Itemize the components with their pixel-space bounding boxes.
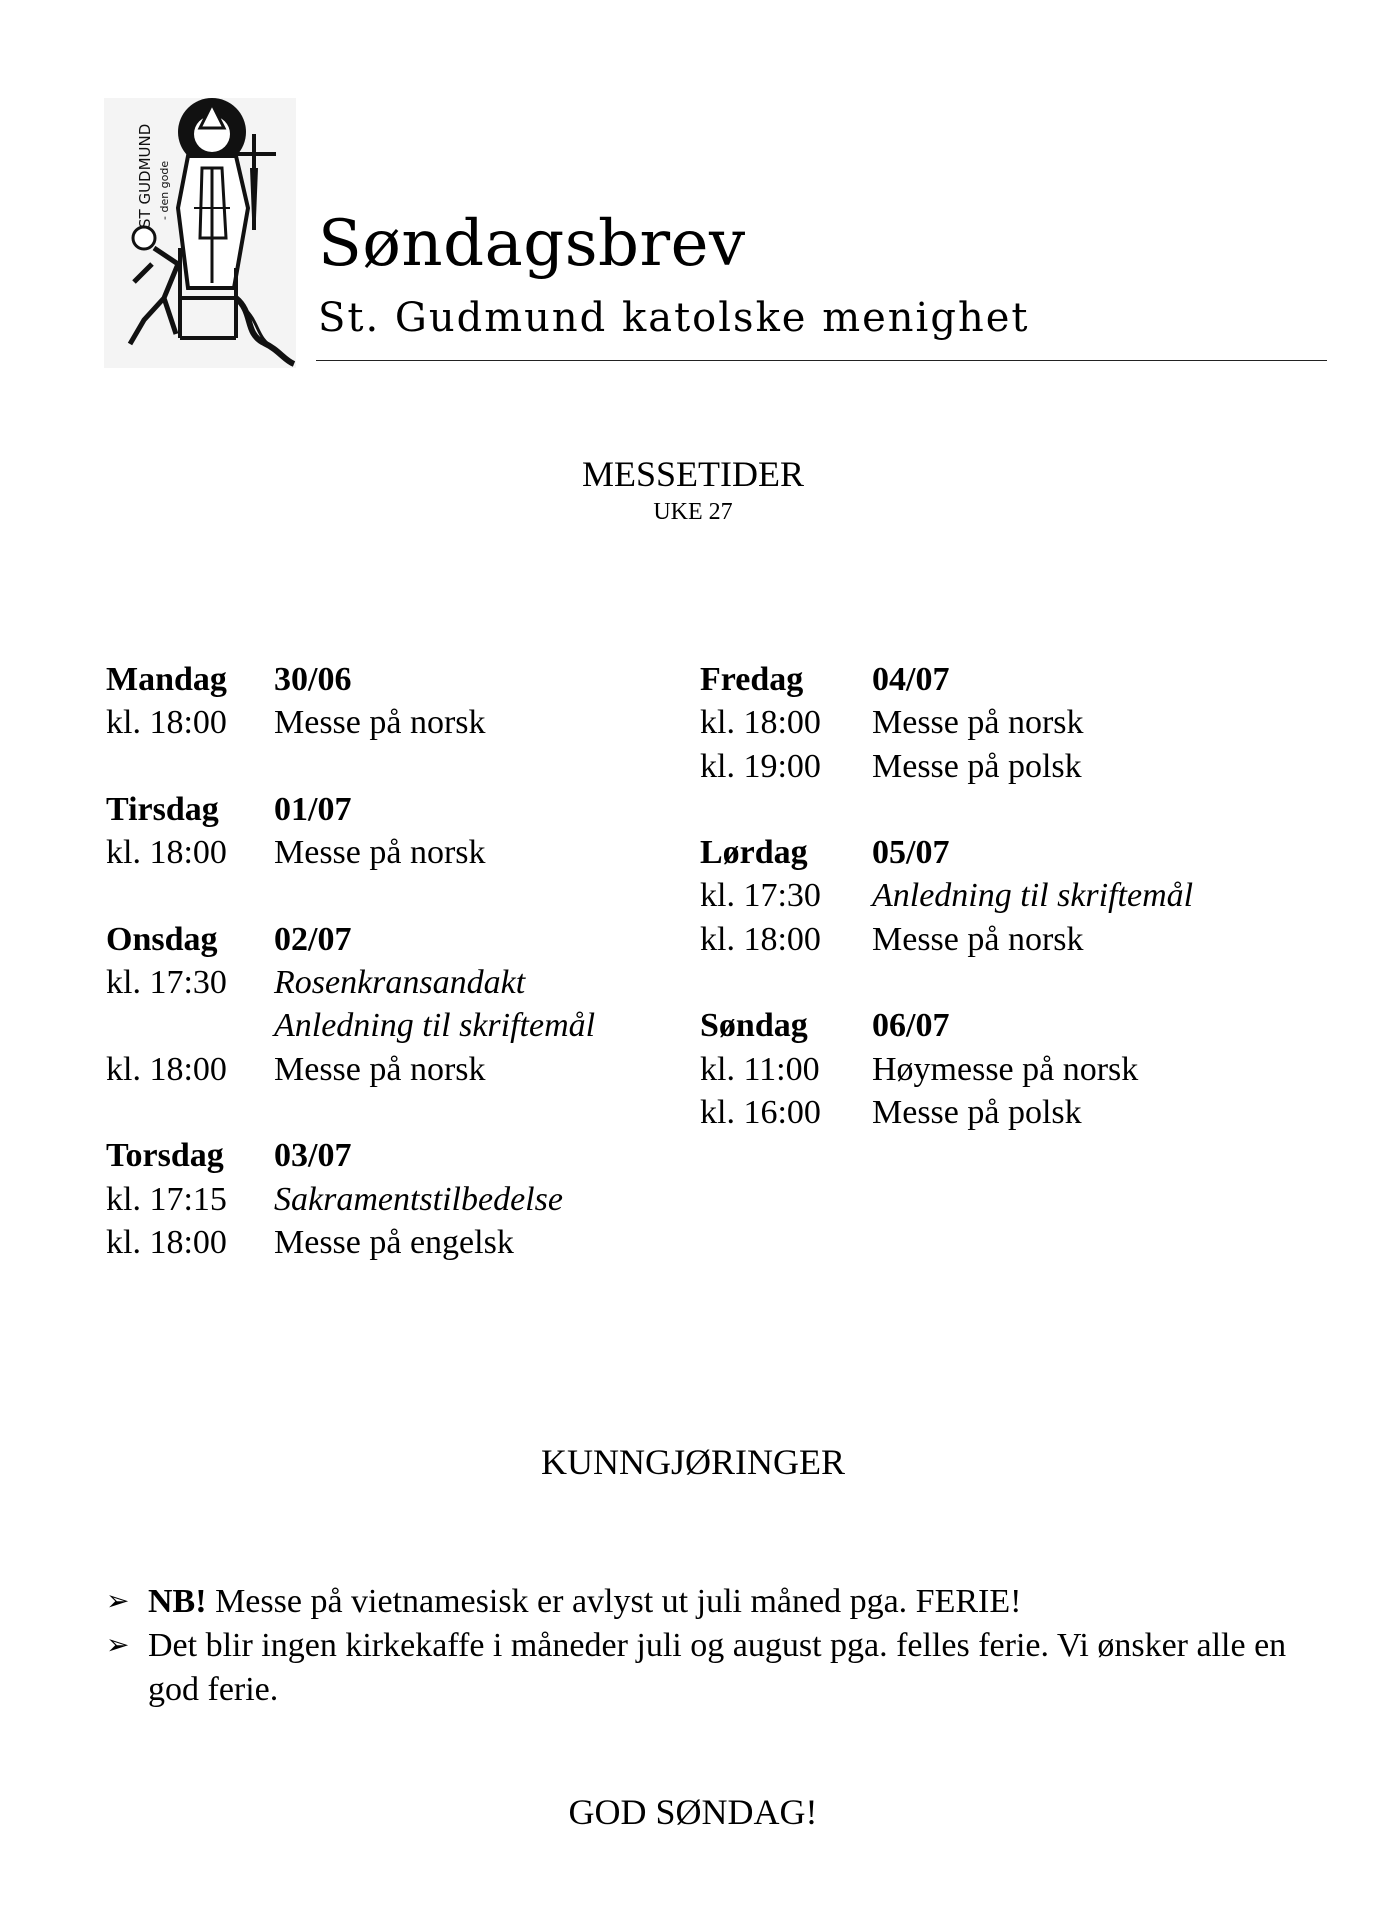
mass-time: [106, 1004, 274, 1047]
schedule-row: [106, 701, 595, 744]
mass-time: kl. 18:00: [700, 704, 821, 742]
logo-text-name: ST GUDMUND: [136, 123, 154, 228]
day-block: [106, 658, 595, 745]
schedule-row: [700, 874, 1193, 917]
mass-description: Messe på norsk: [274, 834, 486, 872]
schedule-row: [106, 1004, 595, 1047]
schedule-row: [700, 1048, 1193, 1091]
announcement-lead: NB!: [148, 1583, 207, 1620]
day-block: [106, 1134, 595, 1264]
day-name: Lørdag: [700, 834, 808, 872]
closing-greeting: GOD SØNDAG!: [568, 1792, 818, 1832]
day-name: Søndag: [700, 1007, 808, 1045]
mass-description: Messe på polsk: [872, 1093, 1082, 1131]
day-block: [700, 1004, 1193, 1134]
mass-description: Messe på norsk: [274, 704, 486, 742]
day-heading: [106, 658, 595, 701]
day-date: 04/07: [872, 661, 950, 698]
arrow-bullet-icon: ➢: [106, 1586, 130, 1617]
day-heading: [700, 831, 1193, 874]
mass-time: kl. 18:00: [700, 920, 821, 958]
day-block: [700, 658, 1193, 788]
schedule-row: [700, 701, 1193, 744]
announcement-item: [106, 1624, 1336, 1712]
mass-time: kl. 17:30: [106, 964, 227, 1002]
schedule-row: [106, 961, 595, 1004]
mass-description: Sakramentstilbedelse: [274, 1180, 563, 1218]
day-heading: [700, 658, 1193, 701]
mass-time: kl. 18:00: [106, 1223, 227, 1261]
mass-description: Messe på norsk: [274, 1050, 486, 1088]
mass-times-heading: MESSETIDER: [581, 454, 804, 494]
day-block: [106, 788, 595, 875]
mass-time: kl. 18:00: [106, 1050, 227, 1088]
mass-time: kl. 11:00: [700, 1050, 820, 1088]
mass-description: Messe på polsk: [872, 747, 1082, 785]
mass-description: Høymesse på norsk: [872, 1050, 1139, 1088]
schedule-row: [106, 1048, 595, 1091]
newsletter-title: Søndagsbrev: [318, 207, 746, 281]
mass-description: Messe på engelsk: [274, 1223, 514, 1261]
schedule-row: [700, 918, 1193, 961]
day-heading: [106, 918, 595, 961]
day-name: Onsdag: [106, 920, 218, 958]
announcement-text: Det blir ingen kirkekaffe i måneder juli og august pga. felles ferie. Vi ønsker alle en god ferie.: [148, 1627, 1287, 1708]
day-name: Tirsdag: [106, 790, 219, 828]
day-date: 03/07: [274, 1137, 352, 1175]
schedule-right-column: [700, 658, 1193, 1134]
arrow-bullet-icon: ➢: [106, 1630, 130, 1661]
schedule-row: [106, 1178, 595, 1221]
parish-logo: [104, 98, 296, 368]
day-name: Torsdag: [106, 1137, 224, 1175]
day-date: 01/07: [274, 790, 352, 828]
schedule-row: [700, 745, 1193, 788]
mass-time: kl. 19:00: [700, 747, 821, 785]
logo-text-epithet: - den gode: [158, 160, 171, 220]
mass-time: kl. 17:15: [106, 1180, 227, 1218]
mass-description: Messe på norsk: [872, 920, 1084, 958]
day-block: [700, 831, 1193, 961]
day-block: [106, 918, 595, 1091]
week-number: UKE 27: [653, 499, 733, 525]
day-name: Mandag: [106, 661, 227, 698]
saint-gudmund-illustration: [104, 98, 296, 368]
day-date: 05/07: [872, 834, 950, 872]
day-date: 06/07: [872, 1007, 950, 1045]
schedule-left-column: [106, 658, 595, 1264]
mass-time: kl. 16:00: [700, 1093, 821, 1131]
schedule-row: [700, 1091, 1193, 1134]
announcements-heading: KUNNGJØRINGER: [541, 1442, 845, 1482]
schedule-row: [106, 831, 595, 874]
announcement-text: Messe på vietnamesisk er avlyst ut juli måned pga. FERIE!: [206, 1583, 1022, 1620]
parish-name: St. Gudmund katolske menighet: [318, 295, 1030, 341]
day-date: 30/06: [274, 661, 352, 698]
mass-description: Rosenkransandakt: [274, 964, 526, 1002]
day-name: Fredag: [700, 661, 804, 698]
day-heading: [700, 1004, 1193, 1047]
masthead-divider: [316, 360, 1327, 361]
mass-time: kl. 18:00: [106, 704, 227, 742]
day-date: 02/07: [274, 920, 352, 958]
announcement-item: [106, 1580, 1336, 1624]
schedule-row: [106, 1221, 595, 1264]
day-heading: [106, 788, 595, 831]
day-heading: [106, 1134, 595, 1177]
mass-time: kl. 18:00: [106, 834, 227, 872]
mass-time: kl. 17:30: [700, 877, 821, 915]
mass-description: Anledning til skriftemål: [274, 1007, 596, 1045]
mass-description: Messe på norsk: [872, 704, 1084, 742]
announcements-list: [106, 1580, 1336, 1712]
mass-description: Anledning til skriftemål: [872, 877, 1194, 915]
